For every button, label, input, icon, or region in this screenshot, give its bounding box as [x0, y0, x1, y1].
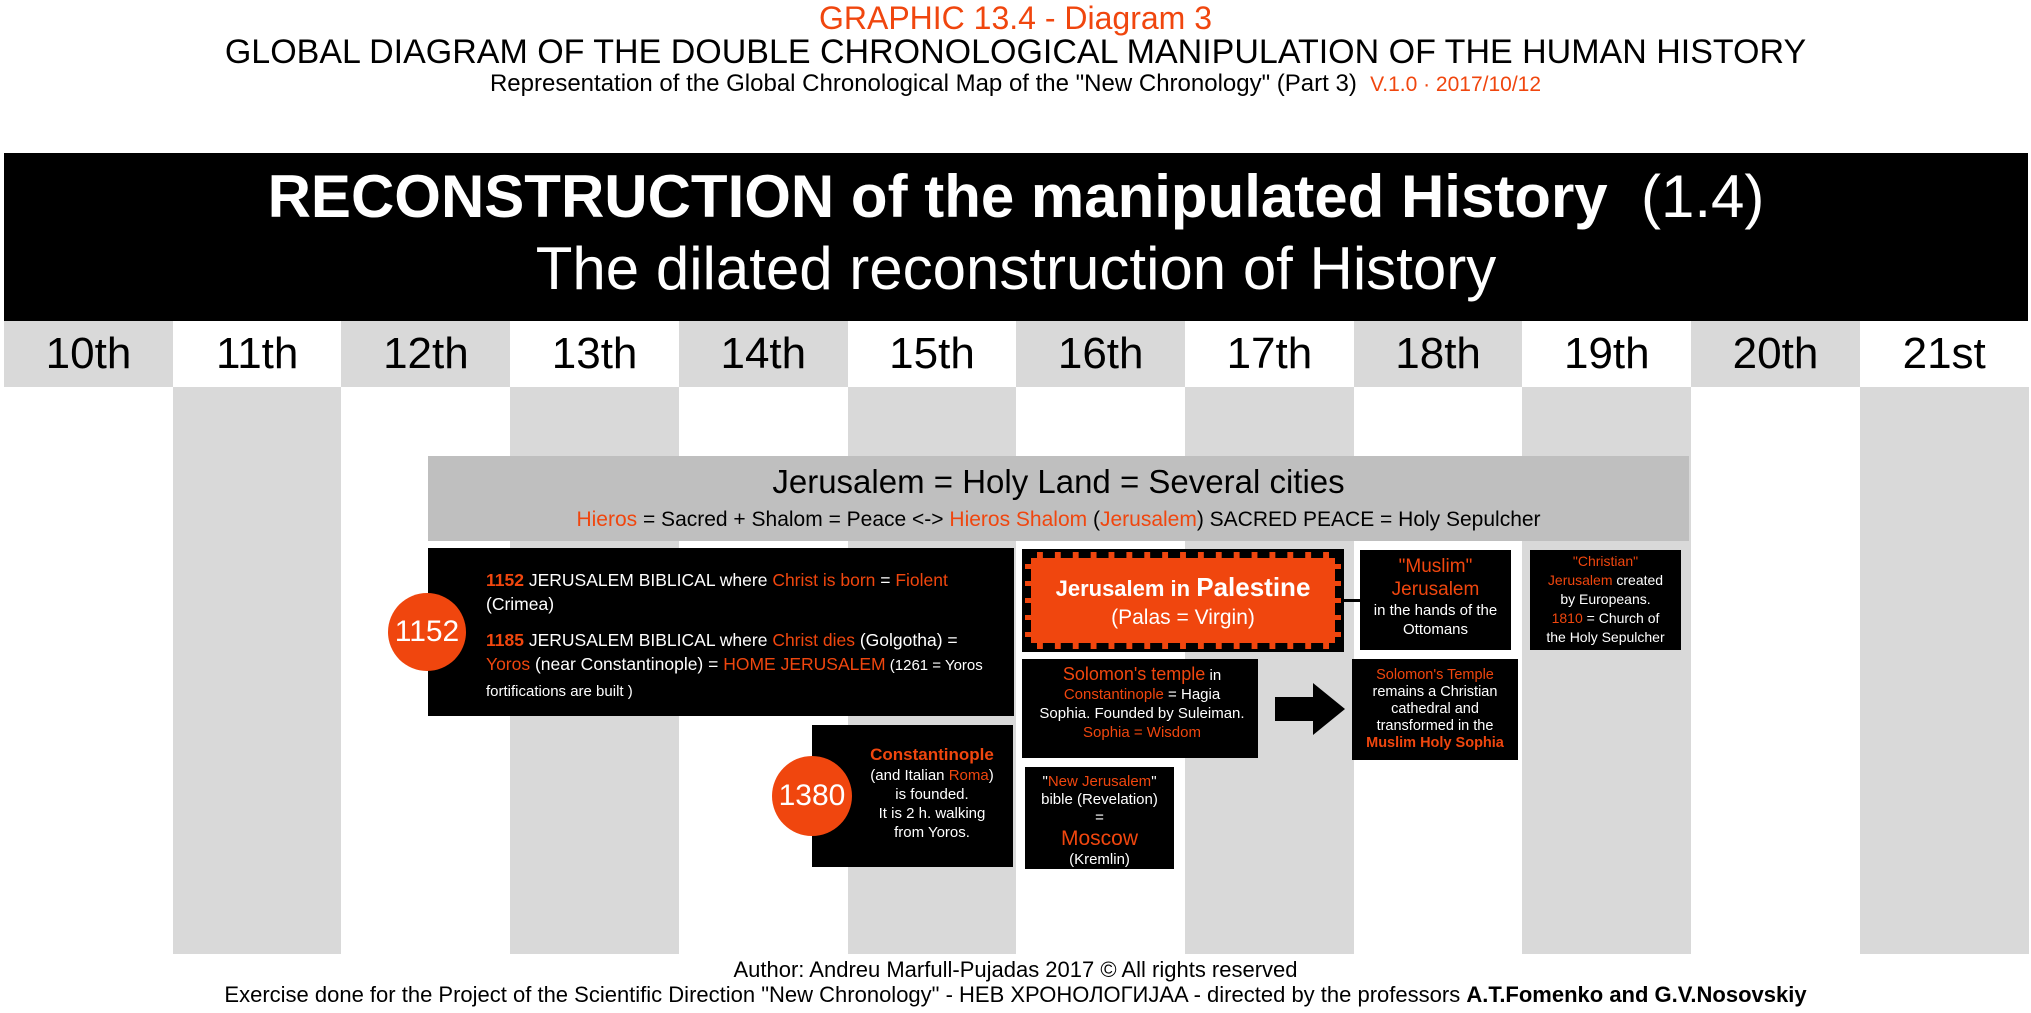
christian-line-2 — [1530, 571, 1681, 590]
biblical-jerusalem-1152 — [486, 568, 1006, 616]
roma-text: Roma — [948, 767, 989, 784]
holy-land-text-2: ( — [1087, 508, 1100, 531]
banner-title-bold: RECONSTRUCTION of the manipulated History — [267, 163, 1608, 230]
christ-dies-text: Christ dies — [772, 630, 855, 650]
yoros-text: Yoros — [486, 654, 531, 674]
moscow-text: Moscow — [1060, 827, 1139, 850]
crimea-text: (Crimea) — [486, 594, 555, 614]
year-1185: 1185 — [486, 630, 524, 650]
century-label: 16th — [1016, 321, 1185, 387]
solomons-temple-text: Solomon's temple — [1062, 664, 1206, 684]
constantinople-title: Constantinople — [870, 745, 994, 764]
palas-text: (Palas = Virgin) — [1111, 606, 1255, 629]
muslim-jerusalem-text: Jerusalem — [1391, 579, 1480, 600]
temple-remains-box — [1352, 659, 1518, 760]
author-credit: Author: Andreu Marfull-Pujadas 2017 © All rights reserved — [733, 957, 1298, 982]
muslim-line-3: in the hands of the — [1373, 602, 1498, 619]
solomon-line-2 — [1032, 685, 1252, 704]
hieros-term: Hieros — [576, 508, 638, 531]
new-jerusalem-box — [1025, 767, 1174, 869]
text-b1: JERUSALEM BIBLICAL where — [523, 630, 773, 650]
in-text: in — [1205, 667, 1222, 684]
solomon-line-3: Sophia. Founded by Suleiman. — [1039, 705, 1245, 722]
quote-open: " — [1042, 773, 1048, 790]
palestine-title — [1031, 573, 1335, 603]
graphic-label: GRAPHIC 13.4 - Diagram 3 — [818, 0, 1212, 36]
century-label: 10th — [4, 321, 173, 387]
holy-sepulcher-text: the Holy Sepulcher — [1546, 629, 1665, 645]
constantinople-line-4: It is 2 h. walking — [878, 805, 986, 822]
muslim-holy-sophia-text: Muslim Holy Sophia — [1366, 735, 1504, 751]
solomons-temple-box — [1022, 659, 1258, 758]
century-column-21st — [1860, 321, 2029, 954]
year-1810: 1810 — [1551, 610, 1583, 626]
right-arrow-icon — [1275, 683, 1345, 735]
sophia-wisdom-text: Sophia = Wisdom — [1083, 724, 1201, 741]
biblical-jerusalem-1185 — [486, 628, 1006, 704]
jerusalem-in-text: Jerusalem in — [1055, 576, 1191, 601]
created-text: created — [1612, 572, 1664, 588]
reconstruction-banner — [4, 153, 2028, 321]
new-jerusalem-text: New Jerusalem — [1047, 773, 1152, 790]
muslim-text: "Muslim" — [1398, 556, 1473, 577]
century-label: 21st — [1860, 321, 2029, 387]
fiolent-text: Fiolent — [895, 570, 948, 590]
muslim-line-4: Ottomans — [1402, 621, 1469, 638]
equals-text: = — [1095, 809, 1104, 826]
century-label: 12th — [341, 321, 510, 387]
christian-text: "Christian" — [1572, 553, 1639, 569]
text-l2a: (and Italian — [870, 767, 949, 784]
hagia-text: = Hagia — [1163, 686, 1221, 703]
version-label: V.1.0 · 2017/10/12 — [1370, 73, 1542, 96]
century-label: 18th — [1354, 321, 1523, 387]
bible-revelation-text: bible (Revelation) — [1041, 791, 1158, 808]
constantinople-text: Constantinople — [1063, 686, 1164, 703]
century-column-20th — [1691, 321, 1860, 954]
year-1152-circle: 1152 — [388, 593, 466, 671]
text-b3: (near Constantinople) = — [530, 654, 724, 674]
christian-jerusalem-text: Jerusalem — [1547, 572, 1613, 588]
jerusalem-term: Jerusalem — [1099, 508, 1197, 531]
century-label: 19th — [1522, 321, 1691, 387]
biblical-jerusalem-box — [428, 548, 1014, 716]
church-of-text: = Church of — [1582, 610, 1660, 626]
year-1380-circle: 1380 — [772, 756, 852, 836]
constantinople-line-5: from Yoros. — [894, 824, 970, 841]
home-jerusalem-text: HOME JERUSALEM — [723, 654, 886, 674]
holy-land-band — [428, 456, 1689, 541]
constantinople-line-3: is founded. — [895, 786, 969, 803]
kremlin-text: (Kremlin) — [1069, 851, 1130, 868]
christian-line-3: by Europeans. — [1560, 591, 1651, 607]
temple-line-4: transformed in the — [1376, 718, 1494, 734]
palestine-text: Palestine — [1196, 572, 1311, 602]
hieros-shalom-term: Hieros Shalom — [949, 508, 1088, 531]
diagram-title: GLOBAL DIAGRAM OF THE DOUBLE CHRONOLOGICAL MANIPULATION OF THE HUMAN HISTORY — [224, 33, 1807, 71]
christian-line-4 — [1530, 609, 1681, 628]
century-label: 13th — [510, 321, 679, 387]
text-b2: (Golgotha) = — [854, 630, 958, 650]
muslim-jerusalem-box — [1360, 550, 1511, 650]
temple-line-2: remains a Christian — [1372, 684, 1498, 700]
holy-land-title: Jerusalem = Holy Land = Several cities — [772, 463, 1345, 500]
holy-land-definition — [428, 507, 1689, 533]
professors-text: A.T.Fomenko and G.V.Nosovskiy — [1466, 982, 1807, 1007]
connector-line — [1341, 599, 1361, 602]
new-jerusalem-line — [1025, 773, 1174, 791]
christ-born-text: Christ is born — [772, 570, 876, 590]
project-credit — [0, 982, 2031, 1008]
banner-title — [4, 161, 2028, 233]
christian-jerusalem-box — [1530, 550, 1681, 650]
subtitle-text: Representation of the Global Chronological Map of the "New Chronology" (Part 3) — [489, 70, 1357, 97]
century-label: 11th — [173, 321, 342, 387]
diagram-subtitle — [0, 70, 2031, 99]
solomon-line-1 — [1032, 665, 1252, 685]
century-column-10th — [4, 321, 173, 954]
year-1152: 1152 — [486, 570, 524, 590]
temple-title: Solomon's Temple — [1376, 667, 1494, 683]
holy-land-text-1: = Sacred + Shalom = Peace <-> — [637, 508, 950, 531]
text-b4: (1261 = Yoros fortifications are built ) — [486, 657, 983, 700]
text-a1: JERUSALEM BIBLICAL where — [523, 570, 773, 590]
text-l2b: ) — [988, 767, 994, 784]
century-label: 14th — [679, 321, 848, 387]
project-text: Exercise done for the Project of the Scientific Direction "New Chronology" - НЕВ ХРОНОЛОГИJAA - directed by the professors — [224, 982, 1467, 1007]
century-label: 17th — [1185, 321, 1354, 387]
quote-close: " — [1151, 773, 1157, 790]
banner-title-number: (1.4) — [1641, 163, 1765, 230]
banner-subtitle: The dilated reconstruction of History — [535, 235, 1497, 302]
century-column-11th — [173, 321, 342, 954]
century-label: 15th — [848, 321, 1017, 387]
jerusalem-palestine-box — [1025, 552, 1341, 649]
century-label: 20th — [1691, 321, 1860, 387]
constantinople-line-2 — [852, 766, 1012, 785]
holy-land-text-3: ) SACRED PEACE = Holy Sepulcher — [1196, 508, 1541, 531]
temple-line-3: cathedral and — [1391, 701, 1479, 717]
text-a2: = — [875, 570, 896, 590]
